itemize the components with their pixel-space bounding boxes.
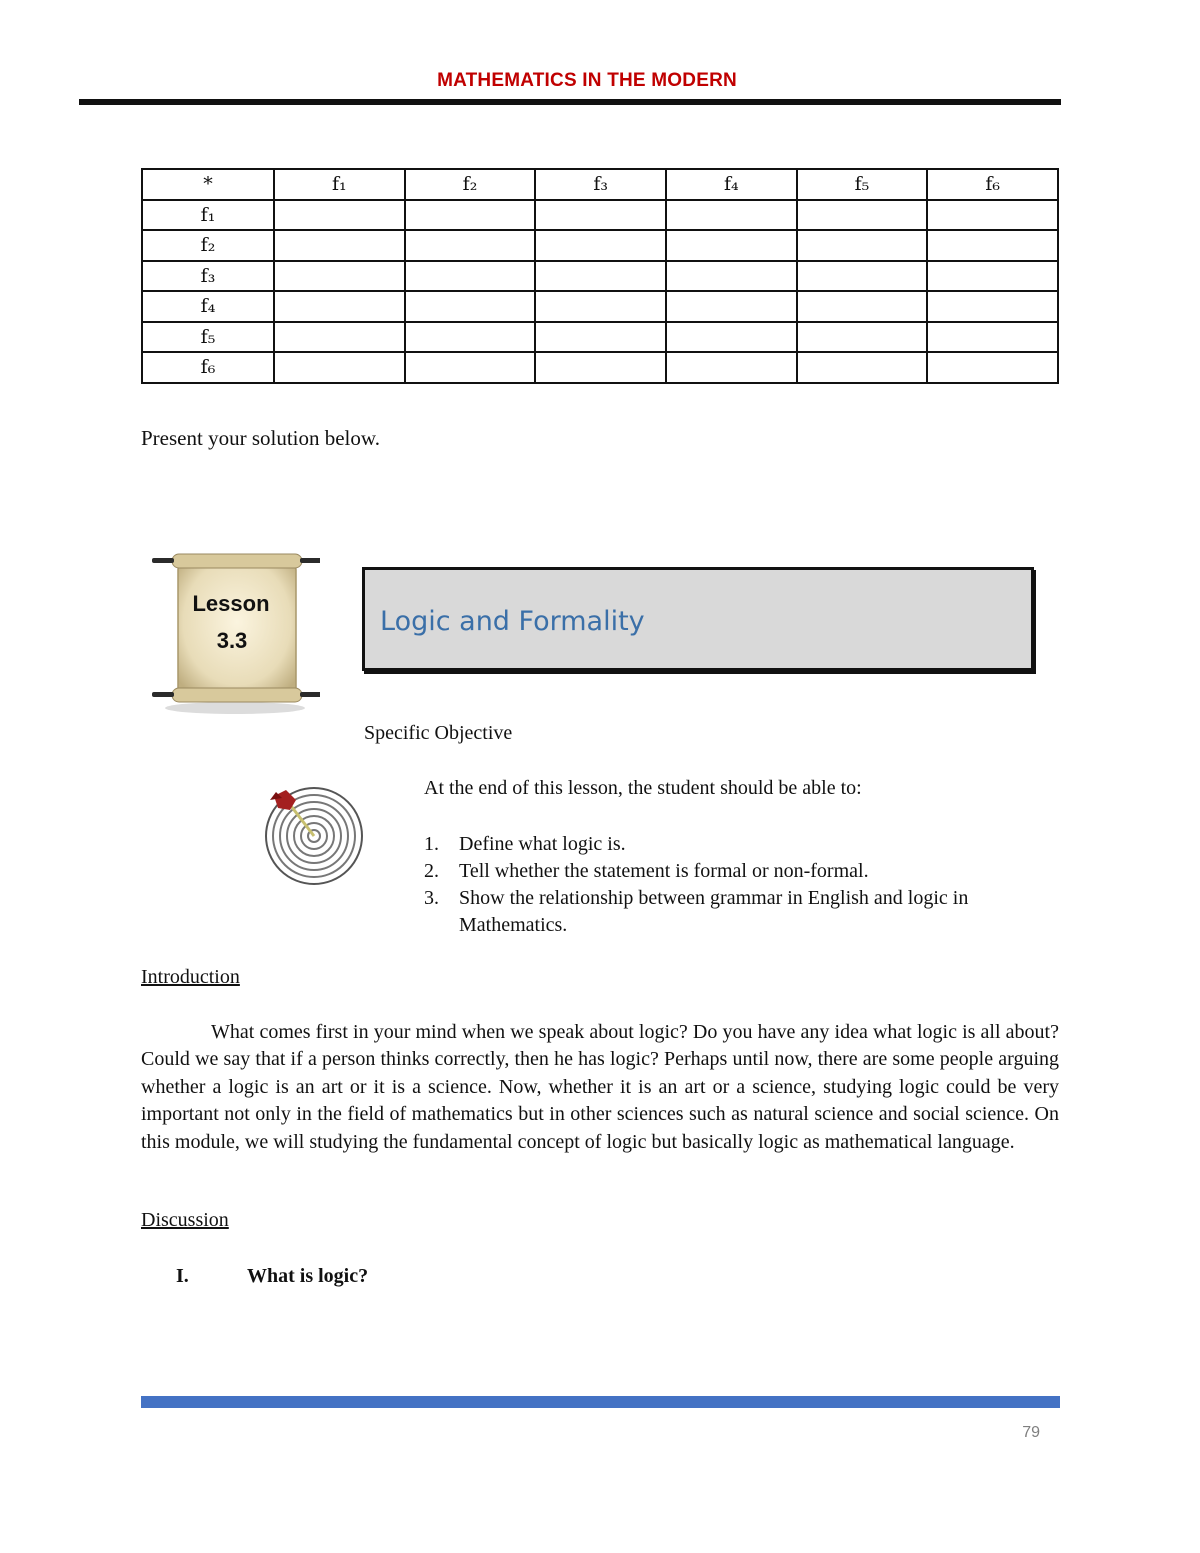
row-label: f₃: [142, 261, 274, 292]
table-header-cell: f₁: [274, 169, 405, 200]
table-cell: [927, 352, 1058, 383]
footer-rule: [141, 1396, 1060, 1408]
table-cell: [535, 200, 666, 231]
table-cell: [797, 230, 928, 261]
row-label: f₂: [142, 230, 274, 261]
scroll-icon: [150, 548, 320, 718]
lesson-title: Logic and Formality: [380, 606, 645, 637]
table-cell: [405, 230, 536, 261]
operation-table: [141, 168, 1059, 384]
table-row: [142, 291, 1058, 322]
table-cell: [797, 200, 928, 231]
table-cell: [405, 261, 536, 292]
table-row: [142, 230, 1058, 261]
lesson-badge-label: Lesson: [192, 591, 270, 616]
introduction-heading: Introduction: [141, 966, 240, 988]
table-cell: [927, 230, 1058, 261]
row-label: f₅: [142, 322, 274, 353]
objective-item-number: 3.: [424, 887, 439, 909]
table-cell: [927, 322, 1058, 353]
table-header-cell: f₂: [405, 169, 536, 200]
section-title: What is logic?: [247, 1265, 369, 1287]
table-cell: [405, 200, 536, 231]
table-cell: [797, 322, 928, 353]
table-cell: [274, 200, 405, 231]
objective-item-text: Tell whether the statement is formal or non-formal.: [459, 860, 869, 882]
table-cell: [405, 352, 536, 383]
table-cell: [666, 261, 797, 292]
table-header-cell: f₅: [797, 169, 928, 200]
table-cell: [274, 230, 405, 261]
table-cell: [274, 291, 405, 322]
objective-item-text: Show the relationship between grammar in English and logic in Mathematics.: [459, 887, 969, 936]
table-cell: [535, 322, 666, 353]
objective-item-number: 1.: [424, 833, 439, 855]
page-number: 79: [1022, 1424, 1040, 1441]
header-rule: [79, 99, 1061, 105]
table-cell: [927, 200, 1058, 231]
objective-intro: At the end of this lesson, the student should be able to:: [424, 777, 862, 799]
row-label: f₁: [142, 200, 274, 231]
table-header-row: [142, 169, 1058, 200]
row-label: f₄: [142, 291, 274, 322]
table-cell: [535, 291, 666, 322]
table-cell: [274, 322, 405, 353]
table-cell: [405, 322, 536, 353]
row-label: f₆: [142, 352, 274, 383]
table-cell: [927, 261, 1058, 292]
table-cell: [666, 230, 797, 261]
table-cell: [274, 261, 405, 292]
table-cell: [535, 230, 666, 261]
table-cell: [535, 352, 666, 383]
table-cell: [666, 322, 797, 353]
table-cell: [927, 291, 1058, 322]
objective-item-number: 2.: [424, 860, 439, 882]
table-cell: [797, 352, 928, 383]
table-row: [142, 322, 1058, 353]
objective-heading: Specific Objective: [364, 722, 513, 744]
table-header-cell: f₆: [927, 169, 1058, 200]
table-cell: [666, 352, 797, 383]
section-number: I.: [176, 1265, 189, 1287]
table-row: [142, 200, 1058, 231]
table-cell: [797, 291, 928, 322]
table-cell: [274, 352, 405, 383]
table-cell: [535, 261, 666, 292]
table-cell: [666, 200, 797, 231]
table-cell: [666, 291, 797, 322]
header-title: MATHEMATICS IN THE MODERN: [437, 70, 737, 91]
discussion-heading: Discussion: [141, 1209, 229, 1231]
lesson-scroll-badge: [150, 548, 320, 718]
introduction-paragraph: What comes first in your mind when we speak about logic? Do you have any idea what logic is all about? Could we say that if a person thinks correctly, then he has logic? Perhaps until now, there are some people arguing whether a logic is an art or it is a science. Now, whether it is an art or a science, studying logic could be very important not only in the field of mathematics but in other sciences such as natural science and social science. On this module, we will studying the fundamental concept of logic but basically logic as mathematical language.: [141, 1021, 1059, 1153]
table-header-cell: f₃: [535, 169, 666, 200]
solution-prompt: Present your solution below.: [141, 426, 380, 450]
table-cell: [405, 291, 536, 322]
table-header-cell: *: [142, 169, 274, 200]
target-icon: [262, 786, 368, 886]
lesson-badge-number: 3.3: [216, 628, 248, 653]
table-cell: [797, 261, 928, 292]
table-header-cell: f₄: [666, 169, 797, 200]
objective-item-text: Define what logic is.: [459, 833, 626, 855]
table-row: [142, 261, 1058, 292]
table-row: [142, 352, 1058, 383]
